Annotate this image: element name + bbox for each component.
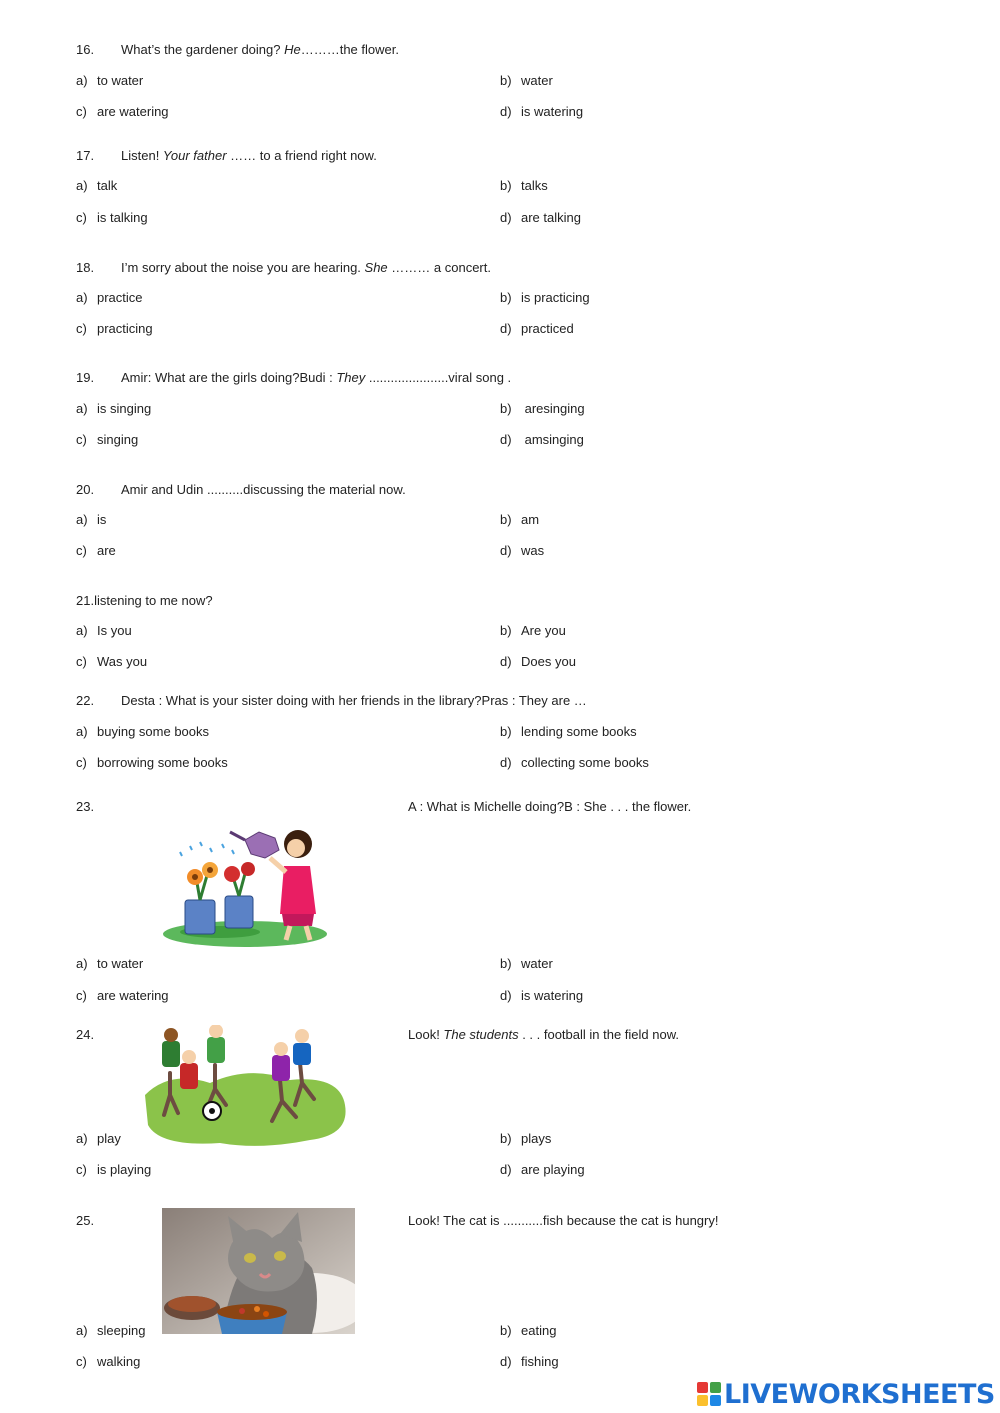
question-text-pre: Listen! <box>121 148 163 163</box>
option-letter: c) <box>76 1354 87 1369</box>
question-number: 24. <box>76 1027 95 1042</box>
option-letter: c) <box>76 210 87 225</box>
option-c[interactable] <box>76 210 148 226</box>
girl-watering-flowers-illustration <box>160 822 330 950</box>
option-text: to water <box>97 73 144 88</box>
question-number: 21. <box>76 593 95 608</box>
question-text <box>121 482 406 498</box>
question-number: 25. <box>76 1213 95 1228</box>
option-a[interactable] <box>76 724 209 740</box>
question-text <box>408 1027 679 1043</box>
option-a[interactable] <box>76 73 143 89</box>
option-letter: c) <box>76 654 87 669</box>
option-d[interactable] <box>500 755 649 771</box>
option-b[interactable] <box>500 401 585 417</box>
option-text: water <box>521 956 553 971</box>
question-text <box>408 799 691 815</box>
option-c[interactable] <box>76 654 147 670</box>
question-text <box>76 593 213 609</box>
option-d[interactable] <box>500 210 581 226</box>
option-text: singing <box>97 432 139 447</box>
logo-mark-square <box>710 1395 721 1406</box>
option-text: talks <box>521 178 548 193</box>
option-letter: a) <box>76 724 88 739</box>
option-letter: c) <box>76 543 87 558</box>
option-letter: a) <box>76 290 88 305</box>
question-text <box>408 1213 718 1229</box>
option-b[interactable] <box>500 1131 551 1147</box>
question-number: 22. <box>76 693 95 708</box>
option-text: are playing <box>521 1162 585 1177</box>
logo-mark-square <box>697 1395 708 1406</box>
question-text-pre: Amir: What are the girls doing?Budi : <box>121 370 337 385</box>
option-text: practicing <box>97 321 153 336</box>
option-letter: b) <box>500 512 512 527</box>
option-letter: b) <box>500 1323 512 1338</box>
option-letter: d) <box>500 1162 512 1177</box>
option-c[interactable] <box>76 1354 140 1370</box>
question-number: 23. <box>76 799 95 814</box>
option-letter: c) <box>76 321 87 336</box>
option-letter: a) <box>76 956 88 971</box>
option-letter: b) <box>500 956 512 971</box>
option-letter: a) <box>76 73 88 88</box>
option-text: to water <box>97 956 144 971</box>
option-text: sleeping <box>97 1323 146 1338</box>
question-text <box>121 148 377 164</box>
option-text: are watering <box>97 988 169 1003</box>
option-text: is talking <box>97 210 148 225</box>
option-text: practiced <box>521 321 574 336</box>
question-text-italic: The students <box>443 1027 519 1042</box>
option-text: Was you <box>97 654 148 669</box>
option-b[interactable] <box>500 512 539 528</box>
option-d[interactable] <box>500 654 576 670</box>
option-text: are watering <box>97 104 169 119</box>
question-text <box>121 260 491 276</box>
option-c[interactable] <box>76 104 169 120</box>
option-letter: b) <box>500 290 512 305</box>
question-text-pre: Amir and Udin ..........discussing the material now. <box>121 482 406 497</box>
option-c[interactable] <box>76 988 169 1004</box>
question-text <box>121 370 511 386</box>
option-letter: b) <box>500 401 512 416</box>
question-number: 20. <box>76 482 95 497</box>
option-d[interactable] <box>500 988 583 1004</box>
option-text: eating <box>521 1323 557 1338</box>
option-text: lending some books <box>521 724 637 739</box>
option-text: play <box>97 1131 121 1146</box>
option-text: is singing <box>97 401 152 416</box>
option-letter: a) <box>76 623 88 638</box>
option-text: borrowing some books <box>97 755 228 770</box>
option-a[interactable] <box>76 290 143 306</box>
option-b[interactable] <box>500 290 590 306</box>
question-text-italic: She <box>364 260 388 275</box>
question-text-italic: Your father <box>162 148 227 163</box>
option-text: walking <box>97 1354 141 1369</box>
option-letter: a) <box>76 401 88 416</box>
option-text: is <box>97 512 107 527</box>
option-letter: d) <box>500 104 512 119</box>
question-text-pre: I’m sorry about the noise you are hearing. <box>121 260 365 275</box>
question-text-post: . . . football in the field now. <box>518 1027 680 1042</box>
option-text: plays <box>521 1131 552 1146</box>
question-text-pre: listening to me now? <box>94 593 213 608</box>
cat-eating-photo <box>162 1208 355 1334</box>
question-text-post: ......................viral song . <box>365 370 512 385</box>
question-text-pre: Look! The cat is ...........fish because the cat is hungry! <box>408 1213 719 1228</box>
option-letter: c) <box>76 1162 87 1177</box>
question-text-post: …… to a friend right now. <box>226 148 377 163</box>
option-text: talk <box>97 178 118 193</box>
option-letter: a) <box>76 178 88 193</box>
option-text: am <box>521 512 540 527</box>
option-b[interactable] <box>500 73 553 89</box>
option-a[interactable] <box>76 1131 121 1147</box>
logo-mark-icon <box>697 1382 721 1406</box>
option-a[interactable] <box>76 1323 145 1339</box>
option-text: fishing <box>521 1354 559 1369</box>
question-text-italic: They <box>336 370 366 385</box>
option-a[interactable] <box>76 623 132 639</box>
option-letter: d) <box>500 1354 512 1369</box>
question-text <box>121 42 399 58</box>
option-d[interactable] <box>500 543 544 559</box>
option-letter: a) <box>76 512 88 527</box>
option-b[interactable] <box>500 956 553 972</box>
question-text-pre: Desta : What is your sister doing with her friends in the library?Pras : They are … <box>121 693 587 708</box>
option-text: is playing <box>97 1162 152 1177</box>
option-c[interactable] <box>76 1162 151 1178</box>
question-text-pre: A : What is Michelle doing?B : She . . . the flower. <box>408 799 692 814</box>
students-playing-football-illustration <box>140 1025 350 1150</box>
option-d[interactable] <box>500 1354 559 1370</box>
option-letter: b) <box>500 73 512 88</box>
question-text-post: ……… a concert. <box>387 260 491 275</box>
question-number: 19. <box>76 370 95 385</box>
option-text: aresinging <box>521 401 585 416</box>
option-c[interactable] <box>76 543 116 559</box>
option-letter: d) <box>500 988 512 1003</box>
option-d[interactable] <box>500 104 583 120</box>
option-letter: a) <box>76 1323 88 1338</box>
option-c[interactable] <box>76 432 138 448</box>
option-a[interactable] <box>76 512 106 528</box>
option-letter: a) <box>76 1131 88 1146</box>
option-text: is practicing <box>521 290 590 305</box>
option-text: collecting some books <box>521 755 649 770</box>
option-letter: b) <box>500 724 512 739</box>
question-text-post: ………the flower. <box>300 42 399 57</box>
option-text: are talking <box>521 210 581 225</box>
option-text: is watering <box>521 988 584 1003</box>
option-b[interactable] <box>500 724 637 740</box>
option-letter: d) <box>500 543 512 558</box>
logo-mark-square <box>710 1382 721 1393</box>
option-text: practice <box>97 290 143 305</box>
option-text: amsinging <box>521 432 584 447</box>
option-text: are <box>97 543 116 558</box>
option-d[interactable] <box>500 321 574 337</box>
option-b[interactable] <box>500 623 566 639</box>
option-text: Does you <box>521 654 576 669</box>
question-number: 16. <box>76 42 95 57</box>
option-c[interactable] <box>76 321 153 337</box>
option-letter: b) <box>500 1131 512 1146</box>
option-text: buying some books <box>97 724 210 739</box>
logo-text: LIVEWORKSHEETS <box>724 1378 995 1410</box>
option-letter: b) <box>500 623 512 638</box>
option-a[interactable] <box>76 401 151 417</box>
option-b[interactable] <box>500 1323 556 1339</box>
option-letter: d) <box>500 321 512 336</box>
option-d[interactable] <box>500 1162 585 1178</box>
option-letter: c) <box>76 432 87 447</box>
option-text: was <box>521 543 545 558</box>
liveworksheets-logo[interactable] <box>697 1379 995 1409</box>
option-letter: d) <box>500 755 512 770</box>
option-b[interactable] <box>500 178 548 194</box>
question-text <box>121 693 587 709</box>
question-text-italic: He <box>284 42 301 57</box>
option-a[interactable] <box>76 956 143 972</box>
option-letter: d) <box>500 654 512 669</box>
option-text: Are you <box>521 623 566 638</box>
logo-mark-square <box>697 1382 708 1393</box>
option-letter: d) <box>500 210 512 225</box>
option-letter: c) <box>76 988 87 1003</box>
option-text: Is you <box>97 623 132 638</box>
option-a[interactable] <box>76 178 117 194</box>
option-text: water <box>521 73 553 88</box>
option-letter: c) <box>76 104 87 119</box>
option-letter: c) <box>76 755 87 770</box>
option-letter: b) <box>500 178 512 193</box>
option-d[interactable] <box>500 432 584 448</box>
question-number: 18. <box>76 260 95 275</box>
option-text: is watering <box>521 104 584 119</box>
option-letter: d) <box>500 432 512 447</box>
question-number: 17. <box>76 148 95 163</box>
question-text-pre: What’s the gardener doing? <box>121 42 285 57</box>
option-c[interactable] <box>76 755 228 771</box>
question-text-pre: Look! <box>408 1027 444 1042</box>
